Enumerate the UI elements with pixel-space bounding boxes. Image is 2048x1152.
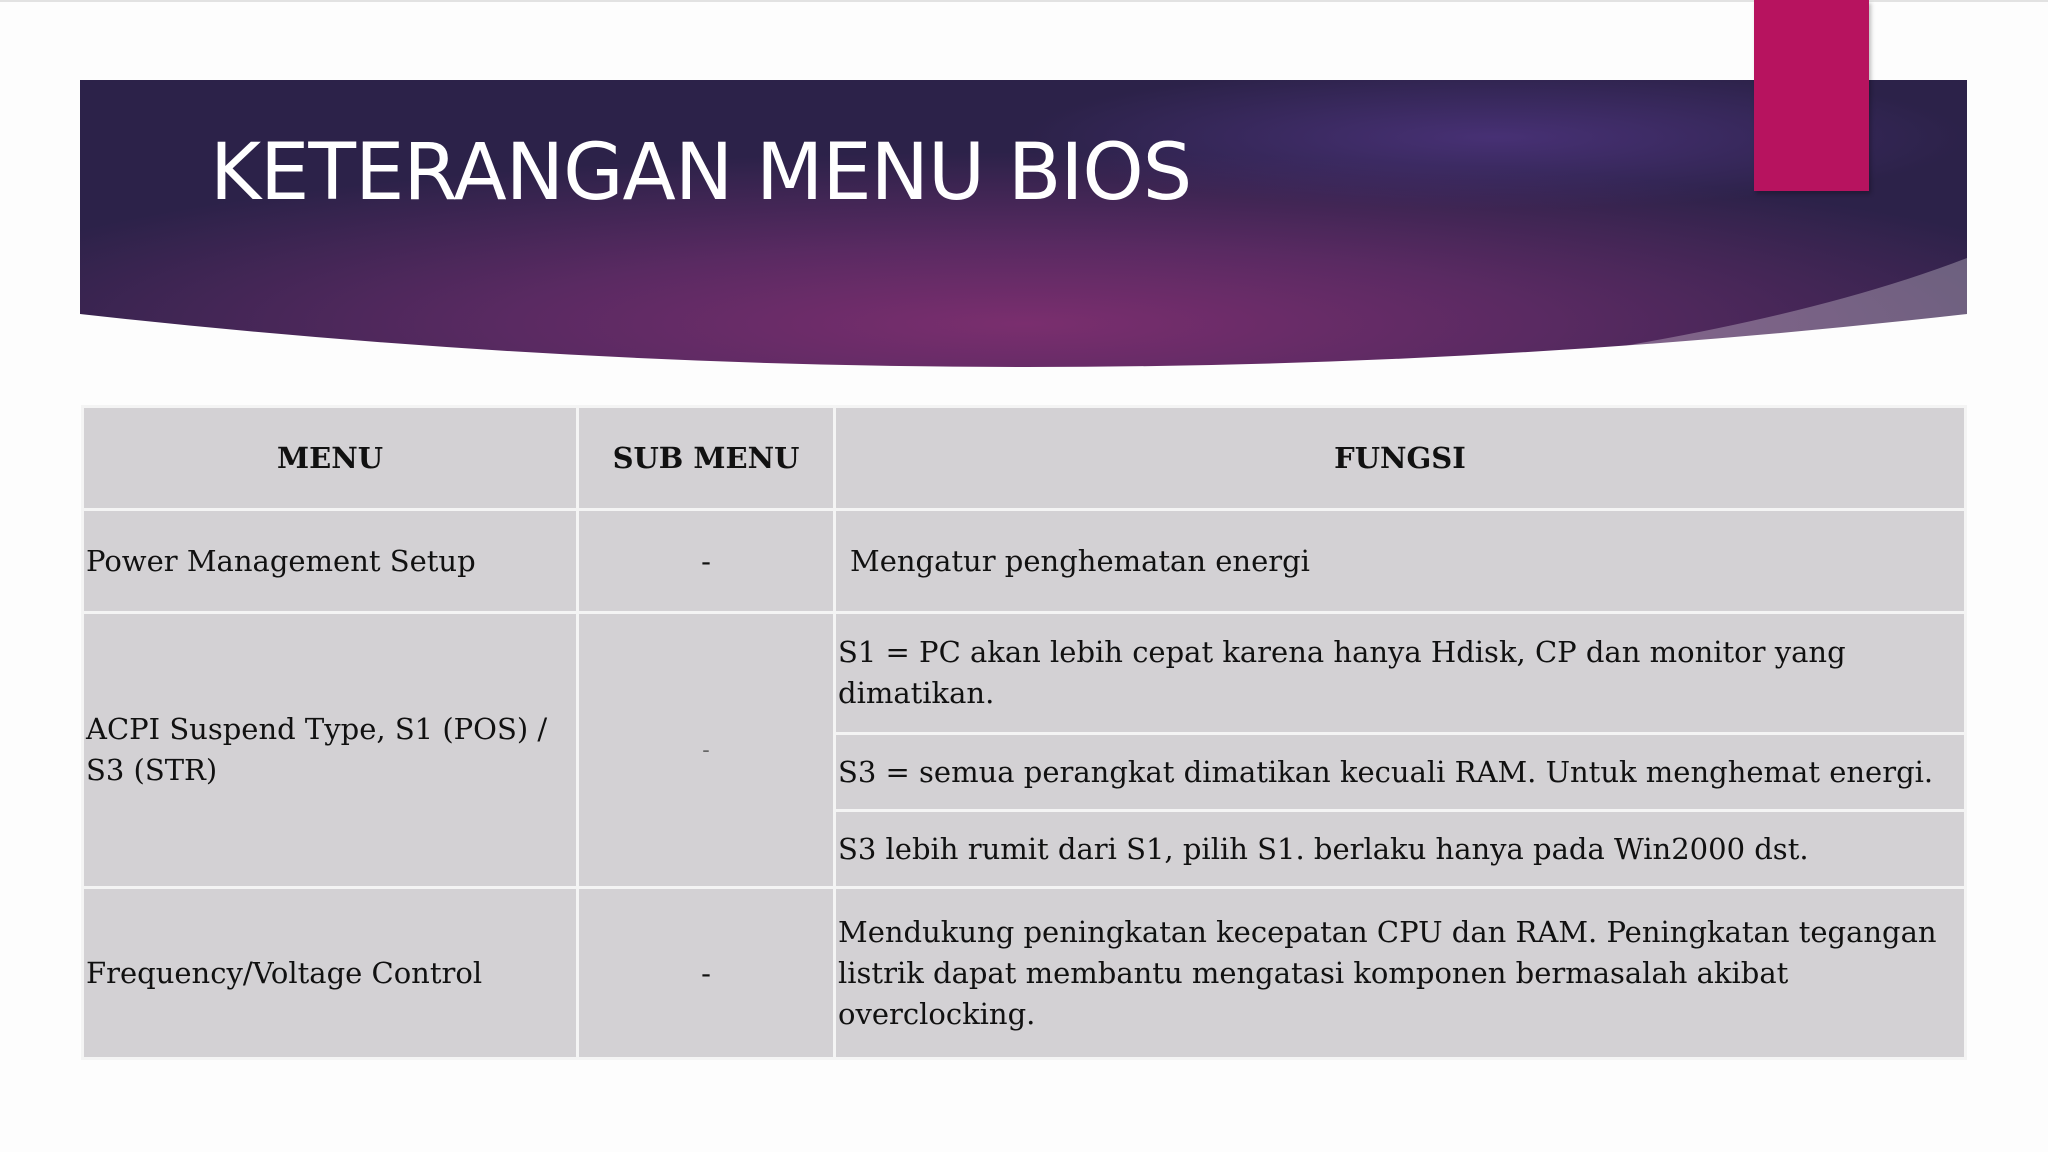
cell-menu: Frequency/Voltage Control [83, 888, 578, 1059]
cell-sub-menu: - [578, 613, 835, 888]
cell-fungsi: S3 lebih rumit dari S1, pilih S1. berlaku hanya pada Win2000 dst. [835, 811, 1966, 888]
slide-title: KETERANGAN MENU BIOS [210, 128, 1192, 218]
table-row [83, 510, 1966, 613]
table-header-row [83, 407, 1966, 510]
cell-menu: ACPI Suspend Type, S1 (POS) / S3 (STR) [83, 613, 578, 888]
bios-menu-table [81, 405, 1964, 1060]
cell-fungsi: Mendukung peningkatan kecepatan CPU dan RAM. Peningkatan tegangan listrik dapat membantu mengatasi komponen bermasalah akibat overclocking. [835, 888, 1966, 1059]
header-fungsi: FUNGSI [835, 407, 1966, 510]
cell-sub-menu: - [578, 888, 835, 1059]
header-menu: MENU [83, 407, 578, 510]
table-row [83, 613, 1966, 734]
cell-fungsi: Mengatur penghematan energi [835, 510, 1966, 613]
accent-tab [1754, 0, 1869, 191]
cell-fungsi: S1 = PC akan lebih cepat karena hanya Hdisk, CP dan monitor yang dimatikan. [835, 613, 1966, 734]
cell-fungsi: S3 = semua perangkat dimatikan kecuali RAM. Untuk menghemat energi. [835, 734, 1966, 811]
top-rule [0, 0, 2048, 2]
cell-sub-menu: - [578, 510, 835, 613]
table-row [83, 888, 1966, 1059]
cell-menu: Power Management Setup [83, 510, 578, 613]
header-sub-menu: SUB MENU [578, 407, 835, 510]
title-banner [80, 80, 1967, 382]
